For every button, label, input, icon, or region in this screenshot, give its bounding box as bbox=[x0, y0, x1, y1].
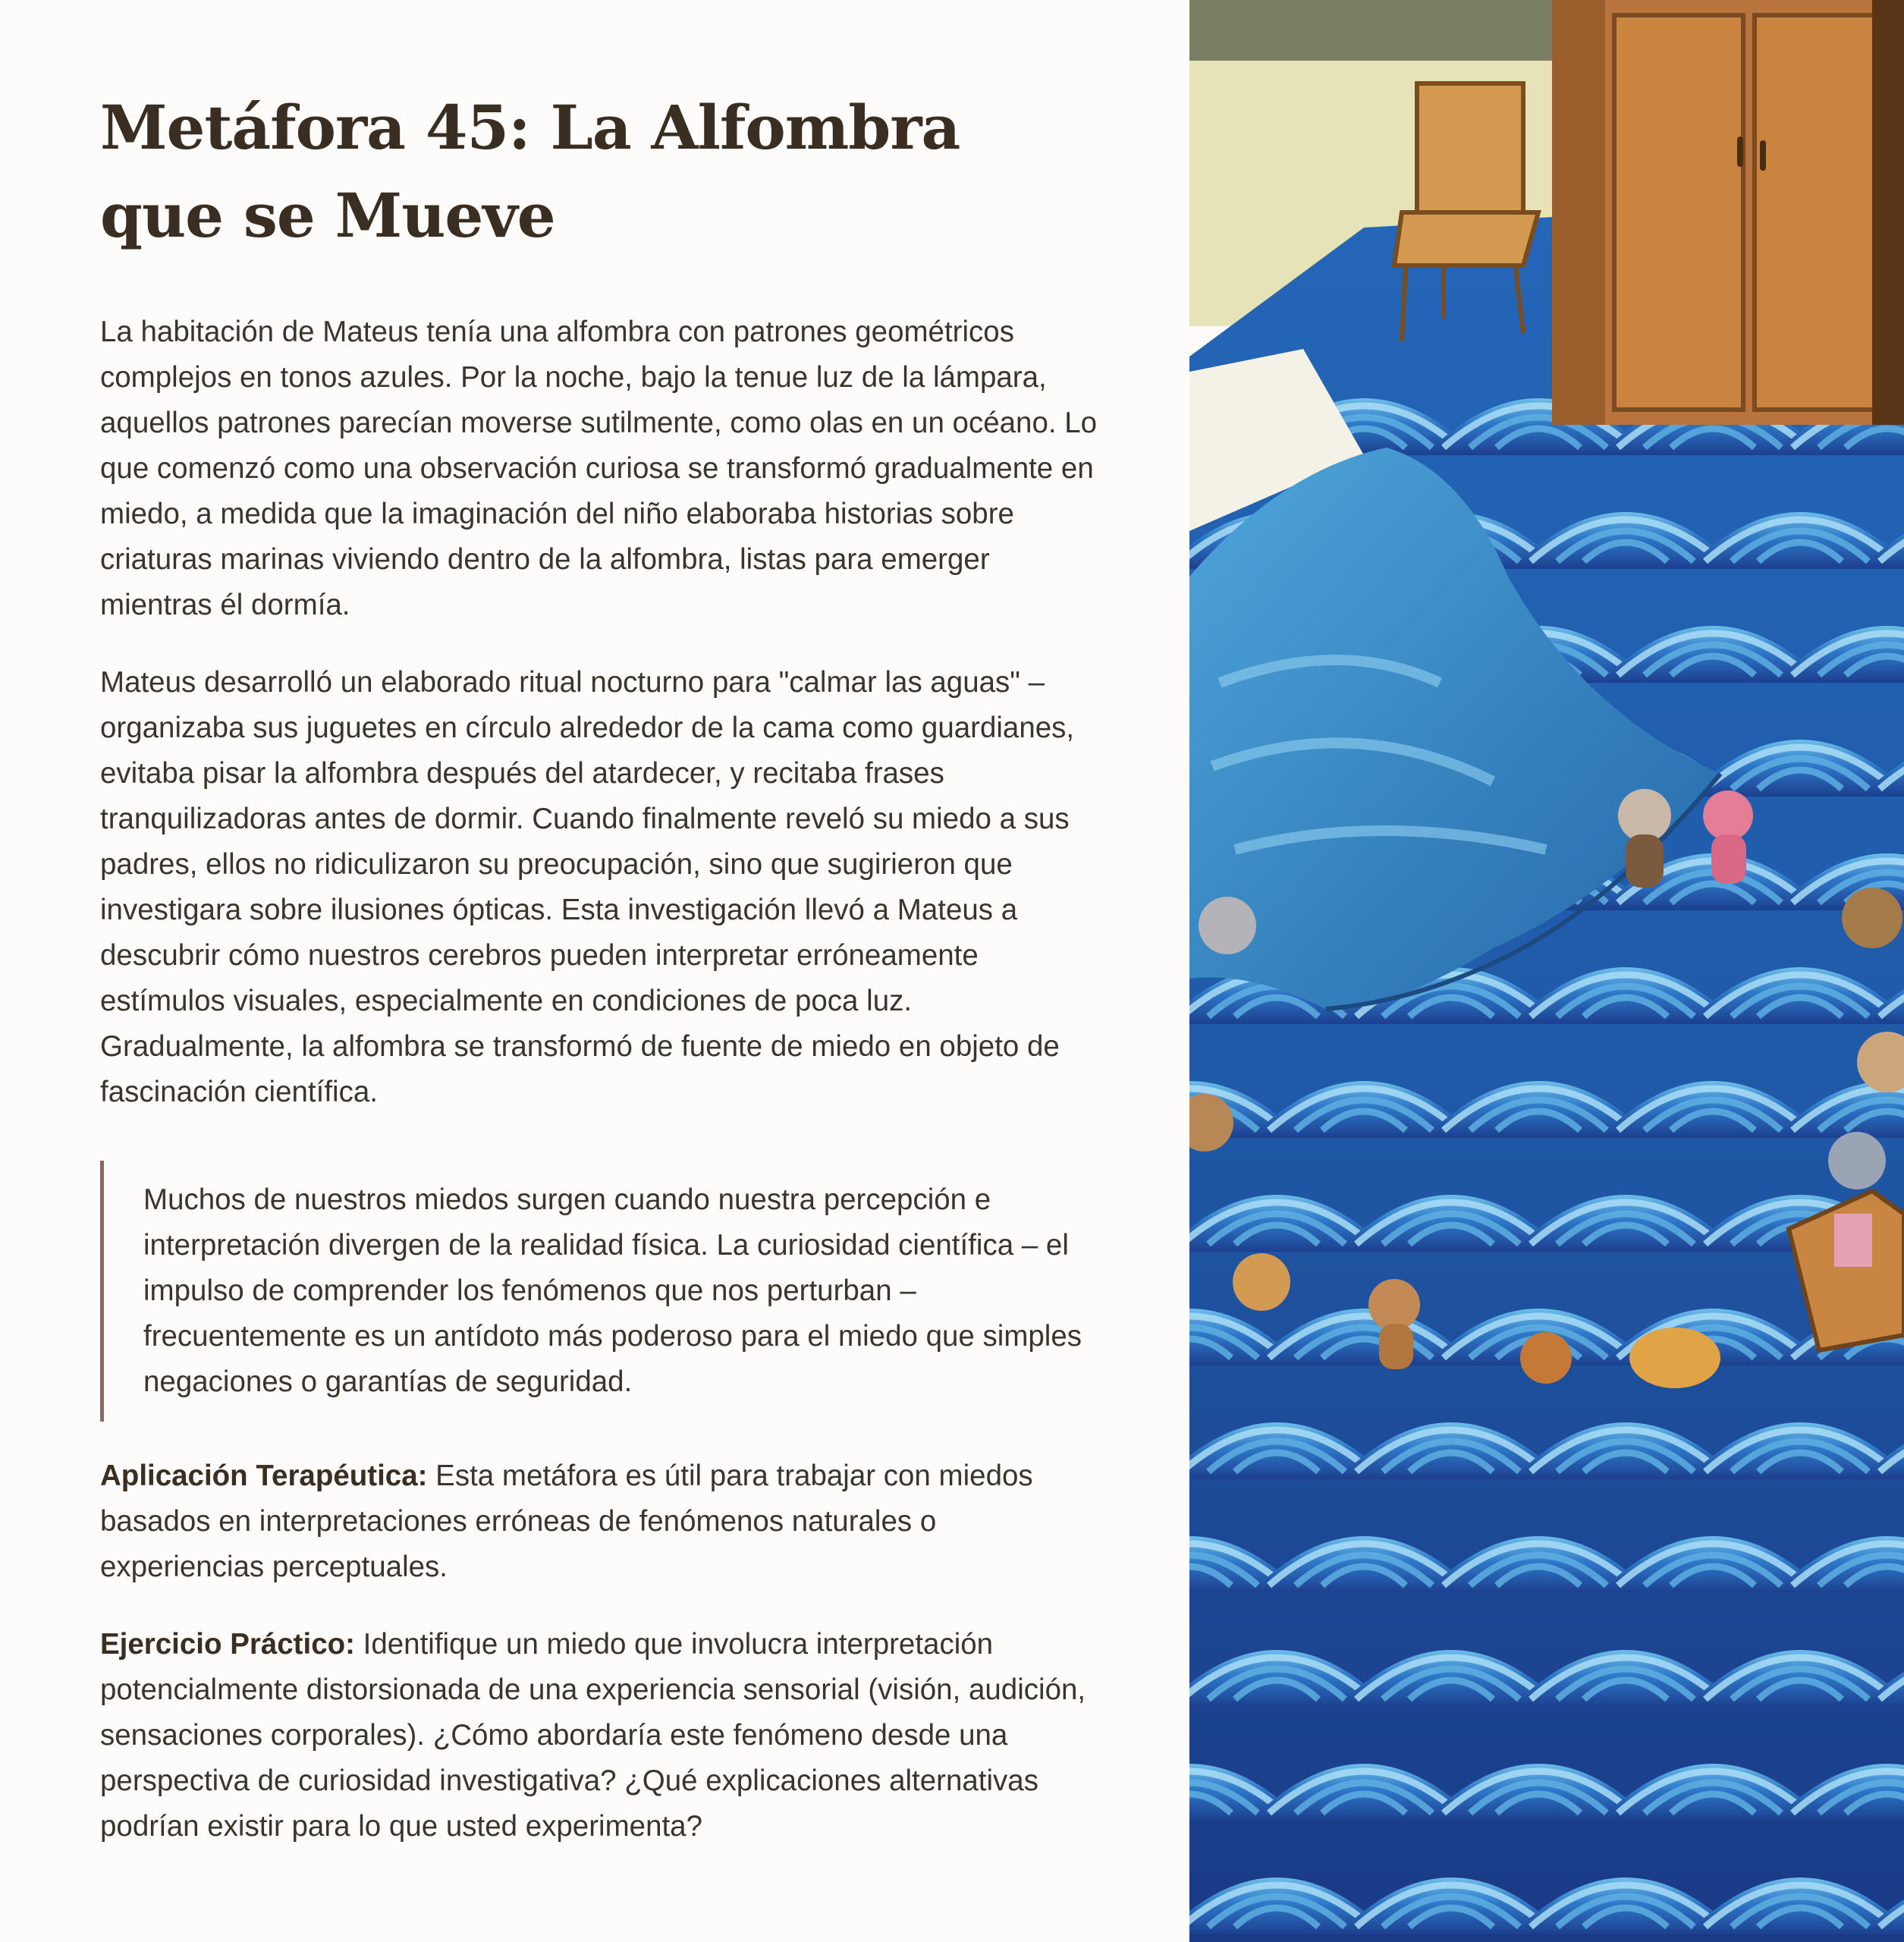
toy-cat bbox=[1629, 1328, 1720, 1388]
toy-bear bbox=[1618, 789, 1671, 842]
toy-dog bbox=[1842, 888, 1902, 948]
quote-text: Muchos de nuestros miedos surgen cuando nuestra percepción e interpretación divergen de la realidad física. La curiosidad científica – el impulso de comprender los fenómenos que nos perturban – frecuentemente es un antídoto más poderoso para el miedo que simples negaciones o garantías de seguridad. bbox=[143, 1183, 1082, 1398]
practical-exercise bbox=[100, 1622, 1101, 1849]
wardrobe bbox=[1552, 0, 1904, 425]
article bbox=[100, 83, 1101, 1881]
toy-fox bbox=[1233, 1253, 1290, 1311]
toy-mouse bbox=[1199, 897, 1256, 954]
bedroom-illustration-svg bbox=[1189, 0, 1904, 1942]
toy-robot bbox=[1520, 1332, 1572, 1384]
blockquote bbox=[100, 1161, 1101, 1422]
exercise-label: Ejercicio Práctico: bbox=[100, 1628, 355, 1661]
therapeutic-application bbox=[100, 1453, 1101, 1590]
bedroom-illustration bbox=[1189, 0, 1904, 1942]
paragraph-story: La habitación de Mateus tenía una alfombra con patrones geométricos complejos en tonos azules. Por la noche, bajo la tenue luz de la lámpara, aquellos patrones parecían moverse sutilmente, como olas en un océano. Lo que comenzó como una observación curiosa se transformó gradualmente en miedo, a medida que la imaginación del niño elaboraba historias sobre criaturas marinas viviendo dentro de la alfombra, listas para emerger mientras él dormía. bbox=[100, 316, 1098, 621]
toy-pig bbox=[1703, 790, 1753, 841]
application-label: Aplicación Terapéutica: bbox=[100, 1460, 428, 1492]
paragraph-ritual: Mateus desarrolló un elaborado ritual nocturno para "calmar las aguas" – organizaba sus juguetes en círculo alrededor de la cama como guardianes, evitaba pisar la alfombra después del atardecer, y recitaba frases tranquilizadoras antes de dormir. Cuando finalmente reveló su miedo a sus padres, ellos no ridiculizaron su preocupación, sino que sugirieron que investigara sobre ilusiones ópticas. Esta investigación llevó a Mateus a descubrir cómo nuestros cerebros pueden interpretar erróneamente estímulos visuales, especialmente en condiciones de poca luz. Gradualmente, la alfombra se transformó de fuente de miedo en objeto de fascinación científica. bbox=[100, 666, 1075, 1108]
wall-shadow bbox=[1189, 0, 1584, 61]
application-text: Esta metáfora es útil para trabajar con miedos basados en interpretaciones erróneas de fenómenos naturales o experiencias perceptuales. bbox=[100, 1460, 1033, 1583]
exercise-text: Identifique un miedo que involucra interpretación potencialmente distorsionada de una experiencia sensorial (visión, audición, sensaciones corporales). ¿Cómo abordaría este fenómeno desde una perspectiva de curiosidad investigativa? ¿Qué explicaciones alternativas podrían existir para lo que usted experimenta? bbox=[100, 1628, 1086, 1843]
page-title: Metáfora 45: La Alfombra que se Mueve bbox=[100, 92, 960, 251]
toy-owl bbox=[1368, 1279, 1420, 1331]
